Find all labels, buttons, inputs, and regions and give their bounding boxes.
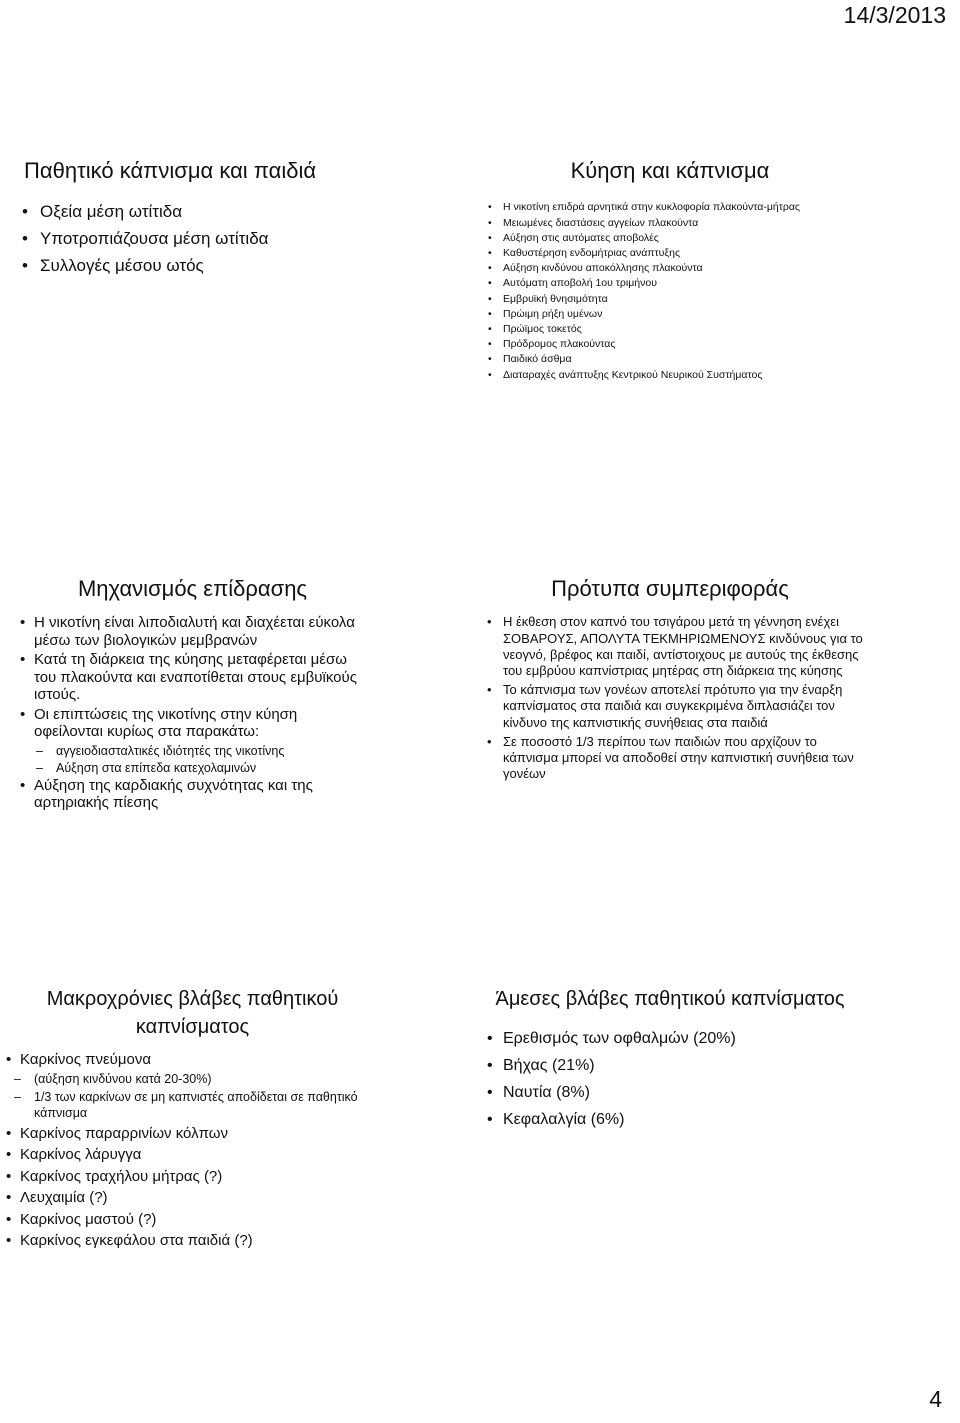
list-item: • Διαταραχές ανάπτυξης Κεντρικού Νευρικού Συστήματος bbox=[503, 368, 865, 383]
list-item: • Η νικοτίνη είναι λιποδιαλυτή και διαχέεται εύκολα μέσω των βιολογικών μεμβρανών bbox=[34, 614, 365, 649]
list-item: • Καρκίνος λάρυγγα bbox=[20, 1144, 365, 1166]
bullet-list bbox=[20, 1049, 365, 1252]
list-item: • Ναυτία (8%) bbox=[503, 1079, 865, 1106]
list-item: • Το κάπνισμα των γονέων αποτελεί πρότυπο για την έναρξη καπνίσματος στα παιδιά και συγκεκριμένα διπλασιάζει τον κίνδυνο της καπνιστικής συνήθειας στα παιδιά bbox=[503, 682, 865, 731]
header-date: 14/3/2013 bbox=[843, 2, 946, 28]
list-item: • Κεφαλαλγία (6%) bbox=[503, 1106, 865, 1133]
slide-title: Μακροχρόνιες βλάβες παθητικού καπνίσματος bbox=[46, 988, 339, 1038]
slide-immediate-damage bbox=[485, 985, 865, 1133]
sub-list-item: – αγγειοδιασταλτικές ιδιότητές της νικοτίνης bbox=[56, 743, 365, 760]
slide-long-term-damage bbox=[20, 985, 365, 1252]
slide-title: Κύηση και κάπνισμα bbox=[570, 158, 770, 183]
bullet-list bbox=[485, 200, 865, 382]
list-item: • Ερεθισμός των οφθαλμών (20%) bbox=[503, 1025, 865, 1052]
bullet-list bbox=[485, 614, 865, 782]
list-item: • Αύξηση στις αυτόματες αποβολές bbox=[503, 231, 865, 246]
list-item: • Εμβρυϊκή θνησιμότητα bbox=[503, 292, 865, 307]
slide-behavior-patterns bbox=[485, 576, 865, 785]
list-item: • Καρκίνος μαστού (?) bbox=[20, 1209, 365, 1231]
sub-list-item: – 1/3 των καρκίνων σε μη καπνιστές αποδίδεται σε παθητικό κάπνισμα bbox=[34, 1089, 365, 1121]
list-item: • Πρόδρομος πλακούντας bbox=[503, 337, 865, 352]
bullet-list bbox=[485, 1025, 865, 1133]
list-item: • Υποτροπιάζουσα μέση ωτίτιδα bbox=[40, 225, 360, 252]
list-item: • Λευχαιμία (?) bbox=[20, 1187, 365, 1209]
page-number: 4 bbox=[929, 1386, 942, 1412]
list-item: • Αύξηση της καρδιακής συχνότητας και της αρτηριακής πίεσης bbox=[34, 777, 365, 812]
list-item: • Οξεία μέση ωτίτιδα bbox=[40, 198, 360, 225]
list-item: • Καρκίνος εγκεφάλου στα παιδιά (?) bbox=[20, 1230, 365, 1252]
bullet-list bbox=[20, 614, 365, 812]
list-item: • Αυτόματη αποβολή 1ου τριμήνου bbox=[503, 276, 865, 291]
list-item: • Οι επιπτώσεις της νικοτίνης στην κύηση οφείλονται κυρίως στα παρακάτω: bbox=[34, 706, 365, 741]
slide-title: Μηχανισμός επίδρασης bbox=[77, 576, 308, 601]
list-item: • Καρκίνος παραρρινίων κόλπων bbox=[20, 1123, 365, 1145]
list-item: • Η νικοτίνη επιδρά αρνητικά στην κυκλοφορία πλακούντα-μήτρας bbox=[503, 200, 865, 215]
sub-list-item: – Αύξηση στα επίπεδα κατεχολαμινών bbox=[56, 760, 365, 777]
list-item: • Συλλογές μέσου ωτός bbox=[40, 252, 360, 279]
slide-title: Άμεσες βλάβες παθητικού καπνίσματος bbox=[495, 988, 845, 1010]
list-item: • Η έκθεση στον καπνό του τσιγάρου μετά τη γέννηση ενέχει ΣΟΒΑΡΟΥΣ, ΑΠΟΛΥΤΑ ΤΕΚΜΗΡΙΩΜΕΝΟΥΣ κινδύνους για το νεογνό, βρέφος και παιδί, αντίστοιχους με αυτούς της έκθεσης του εμβρύου καπνίστριας μητέρας στη διάρκεια της κύησης bbox=[503, 614, 865, 679]
slide-title: Παθητικό κάπνισμα και παιδιά bbox=[24, 158, 317, 183]
list-item: • Καθυστέρηση ενδομήτριας ανάπτυξης bbox=[503, 246, 865, 261]
list-item: • Πρώϊμος τοκετός bbox=[503, 322, 865, 337]
slide-title: Πρότυπα συμπεριφοράς bbox=[551, 576, 789, 601]
slide-pregnancy-smoking bbox=[485, 158, 865, 383]
list-item: • Σε ποσοστό 1/3 περίπου των παιδιών που αρχίζουν το κάπνισμα μπορεί να αποδοθεί στην καπνιστική συνήθεια των γονέων bbox=[503, 734, 865, 783]
list-item: • Κατά τη διάρκεια της κύησης μεταφέρεται μέσω του πλακούντα και εναποτίθεται στους εμβυϊκούς ιστούς. bbox=[34, 651, 365, 704]
list-item: • Πρώιμη ρήξη υμένων bbox=[503, 307, 865, 322]
list-item: • Παιδικό άσθμα bbox=[503, 352, 865, 367]
slide-mechanism bbox=[20, 576, 365, 814]
list-item: • Αύξηση κινδύνου αποκόλλησης πλακούντα bbox=[503, 261, 865, 276]
list-item: • Καρκίνος πνεύμονα bbox=[20, 1049, 365, 1071]
bullet-list bbox=[20, 198, 360, 279]
list-item: • Βήχας (21%) bbox=[503, 1052, 865, 1079]
sub-list-item: – (αύξηση κινδύνου κατά 20-30%) bbox=[34, 1071, 365, 1087]
slide-passive-smoking-children bbox=[20, 158, 360, 279]
list-item: • Καρκίνος τραχήλου μήτρας (?) bbox=[20, 1166, 365, 1188]
list-item: • Μειωμένες διαστάσεις αγγείων πλακούντα bbox=[503, 216, 865, 231]
